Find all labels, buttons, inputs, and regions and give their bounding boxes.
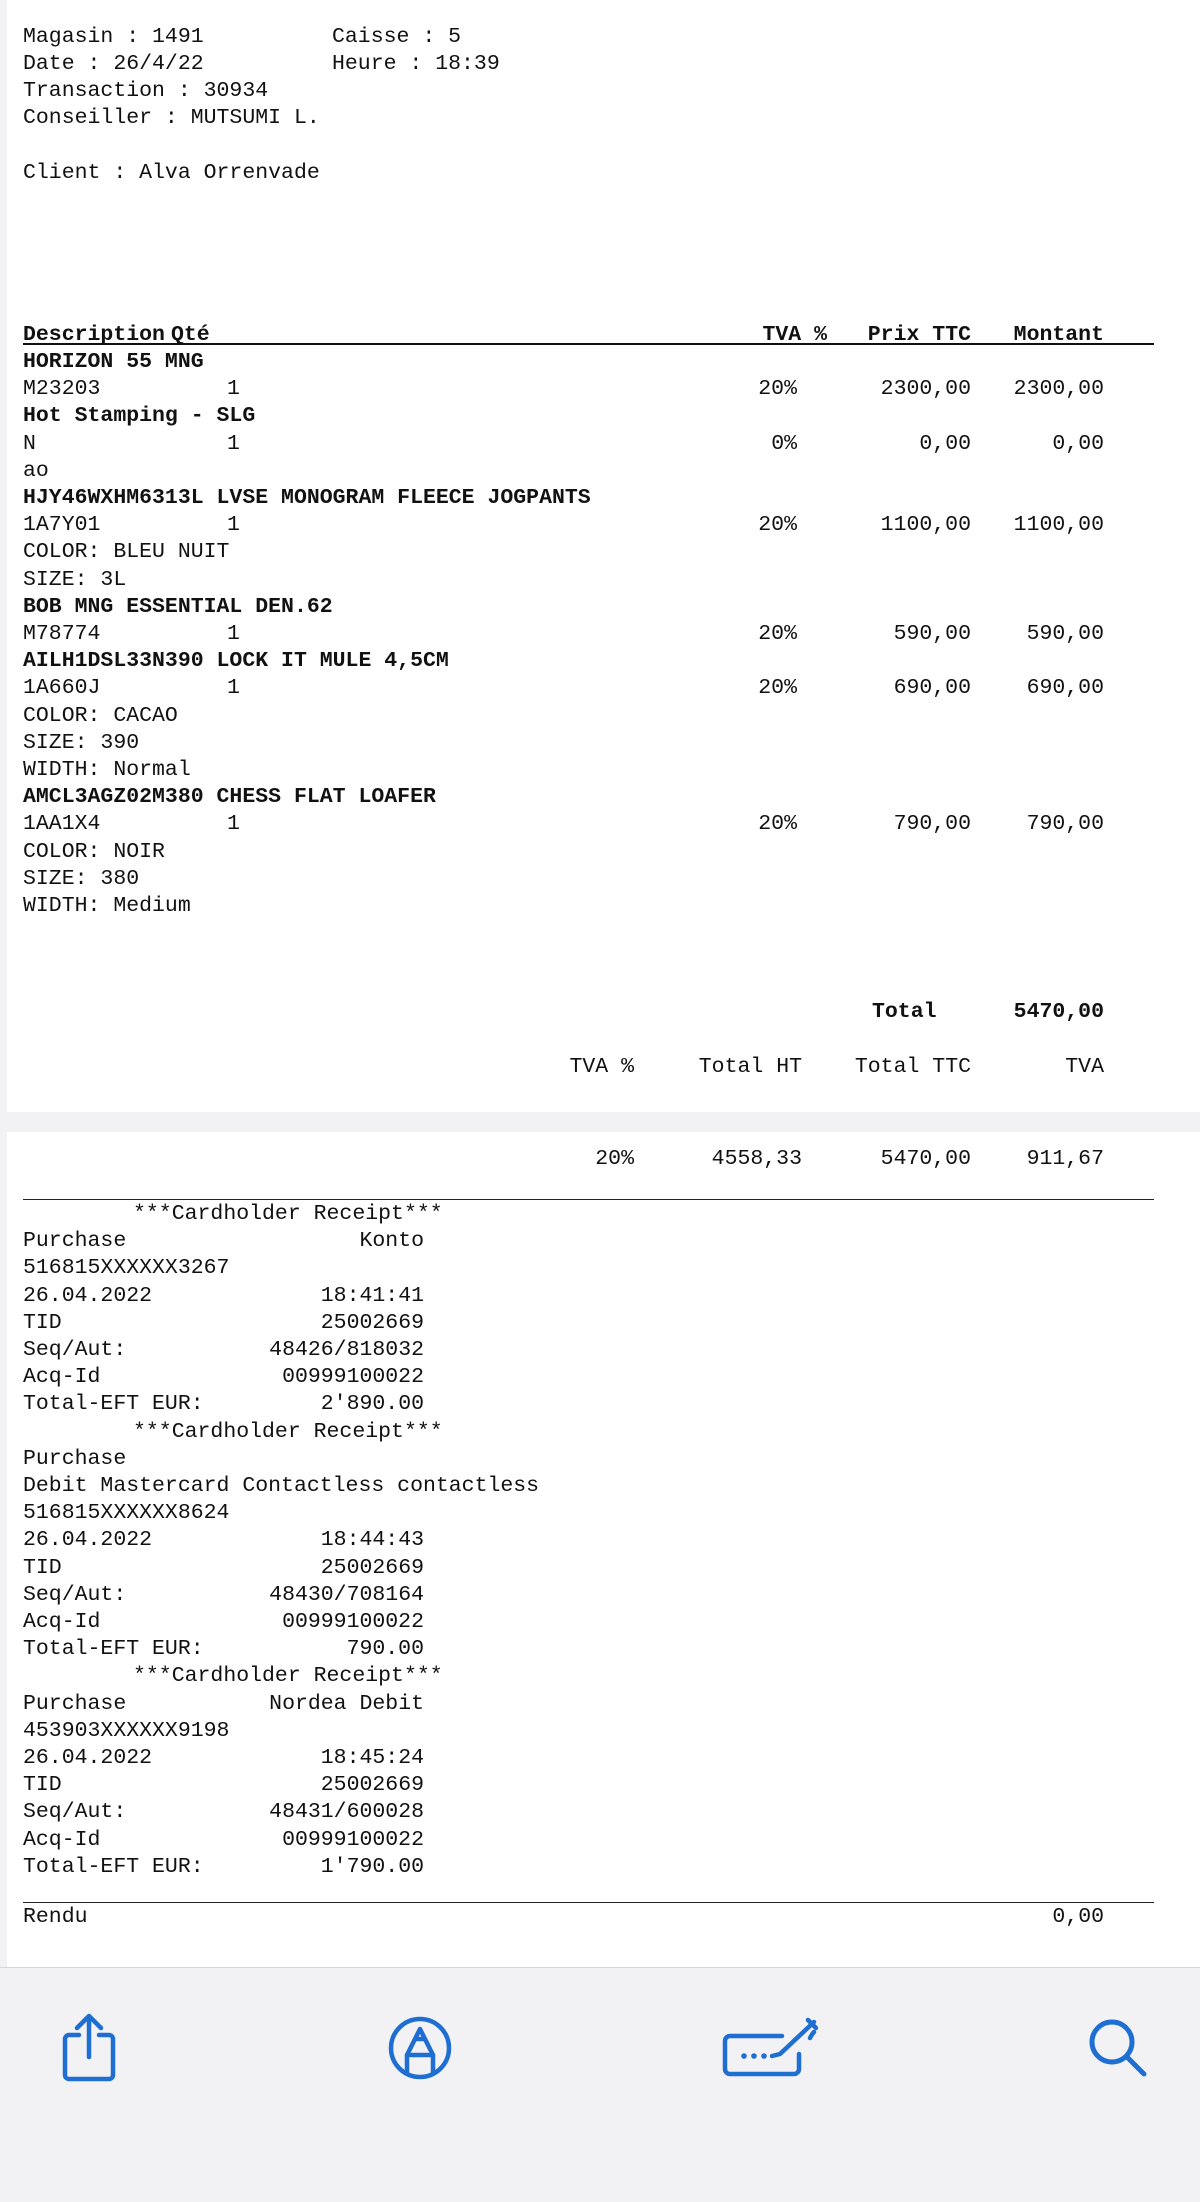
item-prix: 590,00 — [893, 622, 971, 646]
item-tva: 20% — [758, 812, 797, 837]
tax-row-ttc: 5470,00 — [880, 1147, 971, 1171]
item-ref: N — [23, 431, 36, 456]
receipt-total: 790.00 — [346, 1637, 424, 1662]
item-montant: 790,00 — [1026, 812, 1104, 837]
total-label: Total — [872, 1000, 937, 1024]
markup-button[interactable] — [380, 2008, 460, 2088]
item-name: HORIZON 55 MNG — [23, 350, 204, 374]
item-tva: 0% — [771, 431, 797, 456]
receipt-seq-label: Seq/Aut: — [23, 1338, 127, 1362]
item-detail: ao — [23, 458, 49, 483]
signature-keyboard-icon — [722, 2016, 818, 2080]
receipts-bottom-rule — [23, 1902, 1154, 1903]
item-prix: 1100,00 — [880, 513, 971, 538]
item-ref: M23203 — [23, 377, 101, 402]
item-qty: 1 — [227, 622, 240, 646]
receipt-title: ***Cardholder Receipt*** — [133, 1419, 443, 1444]
client-name: Client : Alva Orrenvade — [23, 161, 320, 185]
item-prix: 790,00 — [893, 812, 971, 837]
item-qty: 1 — [227, 377, 240, 402]
receipt-brand: Konto — [359, 1229, 424, 1254]
receipt-time: Heure : 18:39 — [332, 52, 500, 76]
receipt-time: 18:44:43 — [320, 1528, 424, 1553]
receipt-acq-label: Acq-Id — [23, 1827, 101, 1852]
receipt-tid-label: TID — [23, 1555, 62, 1580]
signature-button[interactable] — [720, 2008, 820, 2088]
item-ref: 1A660J — [23, 676, 101, 701]
table-header-rule — [23, 343, 1154, 345]
receipt-date: 26.04.2022 — [23, 1528, 153, 1553]
receipt-total-label: Total-EFT EUR: — [23, 1392, 204, 1417]
receipt-total-label: Total-EFT EUR: — [23, 1854, 204, 1879]
search-icon — [1086, 2016, 1150, 2080]
col-tva: TVA % — [762, 323, 827, 347]
bottom-toolbar — [0, 1967, 1200, 2202]
item-tva: 20% — [758, 513, 797, 538]
store-number: Magasin : 1491 — [23, 25, 204, 49]
receipt-pan: 516815XXXXXX8624 — [23, 1501, 230, 1526]
item-name: Hot Stamping - SLG — [23, 404, 256, 429]
receipt-tid-label: TID — [23, 1310, 62, 1335]
item-qty: 1 — [227, 431, 240, 456]
receipt-purchase: Purchase — [23, 1691, 127, 1716]
receipt-date: 26.04.2022 — [23, 1283, 153, 1308]
receipts-top-rule — [23, 1199, 1154, 1200]
receipt-pan: 516815XXXXXX3267 — [23, 1256, 230, 1281]
receipt-date: 26.04.2022 — [23, 1746, 153, 1770]
item-montant: 0,00 — [1052, 431, 1104, 456]
receipt-date: Date : 26/4/22 — [23, 52, 204, 76]
advisor-name: Conseiller : MUTSUMI L. — [23, 106, 320, 130]
markup-pen-icon — [387, 2015, 453, 2081]
receipt-page-2 — [7, 1132, 1200, 1967]
receipt-acq: 00999100022 — [282, 1610, 424, 1634]
item-ref: M78774 — [23, 622, 101, 646]
change-label: Rendu — [23, 1905, 88, 1929]
item-tva: 20% — [758, 676, 797, 701]
item-prix: 690,00 — [893, 676, 971, 701]
receipt-brand: Nordea Debit — [269, 1691, 424, 1716]
receipt-tid: 25002669 — [320, 1555, 424, 1580]
tax-header-ht: Total HT — [698, 1055, 802, 1079]
col-prix: Prix TTC — [867, 323, 971, 347]
receipt-pan: 453903XXXXXX9198 — [23, 1718, 230, 1743]
tax-row-amount: 911,67 — [1026, 1147, 1104, 1171]
tax-header-tva: TVA % — [569, 1055, 634, 1079]
receipt-total: 1'790.00 — [320, 1854, 424, 1879]
receipt-total: 2'890.00 — [320, 1392, 424, 1417]
item-name: AILH1DSL33N390 LOCK IT MULE 4,5CM — [23, 649, 449, 674]
search-button[interactable] — [1078, 2008, 1158, 2088]
col-qty: Qté — [171, 323, 210, 347]
receipt-purchase: Purchase — [23, 1446, 127, 1471]
receipt-purchase: Purchase — [23, 1229, 127, 1254]
item-montant: 590,00 — [1026, 622, 1104, 646]
receipt-acq: 00999100022 — [282, 1827, 424, 1852]
item-prix: 0,00 — [919, 431, 971, 456]
receipt-acq-label: Acq-Id — [23, 1365, 101, 1390]
item-montant: 2300,00 — [1013, 377, 1104, 402]
item-detail: SIZE: 3L — [23, 567, 127, 592]
receipt-time: 18:41:41 — [320, 1283, 424, 1308]
item-ref: 1AA1X4 — [23, 812, 101, 837]
item-qty: 1 — [227, 513, 240, 538]
receipt-tid-label: TID — [23, 1773, 62, 1798]
item-detail: SIZE: 390 — [23, 730, 140, 755]
receipt-acq: 00999100022 — [282, 1365, 424, 1390]
item-detail: COLOR: CACAO — [23, 703, 178, 728]
item-tva: 20% — [758, 622, 797, 646]
item-detail: WIDTH: Normal — [23, 758, 191, 782]
item-qty: 1 — [227, 812, 240, 837]
item-ref: 1A7Y01 — [23, 513, 101, 538]
col-montant: Montant — [1013, 323, 1104, 347]
receipt-card-type: Debit Mastercard Contactless contactless — [23, 1474, 540, 1498]
item-montant: 690,00 — [1026, 676, 1104, 701]
tax-row-tva: 20% — [595, 1147, 634, 1171]
receipt-page-1 — [7, 0, 1200, 1112]
tax-row-ht: 4558,33 — [711, 1147, 802, 1171]
receipt-seq: 48430/708164 — [269, 1582, 424, 1607]
receipt-title: ***Cardholder Receipt*** — [133, 1664, 443, 1689]
receipt-acq-label: Acq-Id — [23, 1610, 101, 1634]
share-icon — [61, 2013, 117, 2083]
receipt-tid: 25002669 — [320, 1773, 424, 1798]
receipt-seq: 48431/600028 — [269, 1800, 424, 1825]
register-number: Caisse : 5 — [332, 25, 462, 49]
receipt-total-label: Total-EFT EUR: — [23, 1637, 204, 1662]
share-button[interactable] — [49, 2008, 129, 2088]
receipt-seq: 48426/818032 — [269, 1338, 424, 1362]
item-name: HJY46WXHM6313L LVSE MONOGRAM FLEECE JOGPANTS — [23, 486, 591, 510]
receipt-tid: 25002669 — [320, 1310, 424, 1335]
item-name: BOB MNG ESSENTIAL DEN.62 — [23, 594, 333, 619]
tax-header-ttc: Total TTC — [854, 1055, 971, 1079]
item-detail: COLOR: BLEU NUIT — [23, 540, 230, 565]
receipt-title: ***Cardholder Receipt*** — [133, 1202, 443, 1226]
item-qty: 1 — [227, 676, 240, 701]
tax-header-amount: TVA — [1065, 1055, 1104, 1079]
receipt-seq-label: Seq/Aut: — [23, 1800, 127, 1825]
item-montant: 1100,00 — [1013, 513, 1104, 538]
receipt-seq-label: Seq/Aut: — [23, 1582, 127, 1607]
item-detail: SIZE: 380 — [23, 866, 140, 891]
item-detail: COLOR: NOIR — [23, 839, 165, 864]
transaction-number: Transaction : 30934 — [23, 79, 269, 103]
col-description: Description — [23, 323, 165, 347]
item-name: AMCL3AGZ02M380 CHESS FLAT LOAFER — [23, 785, 436, 810]
receipt-time: 18:45:24 — [320, 1746, 424, 1770]
change-value: 0,00 — [1052, 1905, 1104, 1929]
item-tva: 20% — [758, 377, 797, 402]
item-detail: WIDTH: Medium — [23, 894, 191, 918]
total-value: 5470,00 — [1013, 1000, 1104, 1024]
item-prix: 2300,00 — [880, 377, 971, 402]
